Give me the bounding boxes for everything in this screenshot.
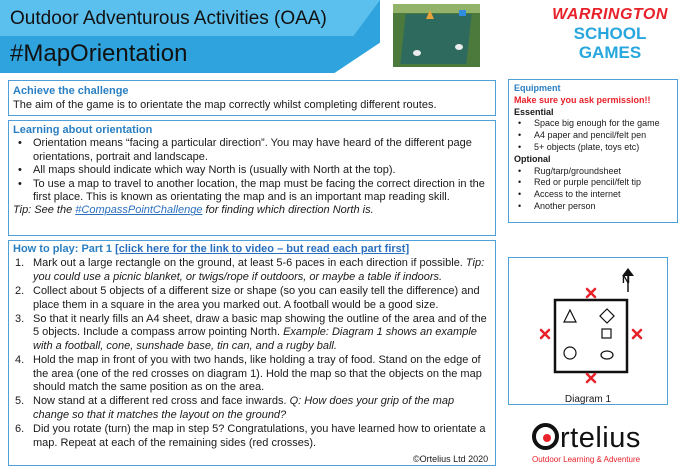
step-item (13, 423, 491, 450)
diagram-1 (508, 257, 668, 405)
learning-list (13, 137, 491, 204)
diagram-drawing (509, 258, 669, 406)
step-number: 1. (15, 257, 25, 270)
essential-label: Essential (514, 106, 554, 117)
list-item: • Another person (514, 201, 672, 213)
step-text: Did you rotate (turn) the map in step 5? Congratulations, you have learned how to orientate a map. Repeat at each of the remaining sides (red crosses). (33, 423, 486, 449)
ortelius-wordmark (532, 423, 682, 454)
photo-object (459, 10, 466, 16)
play-area-photo (393, 4, 480, 67)
step-number: 2. (15, 285, 25, 298)
step-text: Mark out a large rectangle on the ground, at least 5-6 paces in each direction if possible. (33, 257, 466, 270)
photo-cone (426, 10, 434, 19)
how-to-play-section (8, 240, 496, 466)
step-item (13, 313, 491, 353)
step-text: Now stand at a different red cross and face inwards. (33, 395, 290, 408)
logo-line-games: GAMES (578, 43, 642, 62)
step-number: 3. (15, 313, 25, 326)
optional-label: Optional (514, 153, 551, 164)
list-item: • Space big enough for the game (514, 118, 672, 130)
list-item: • Red or purple pencil/felt tip (514, 177, 672, 189)
permission-warning: Make sure you ask permission!! (514, 94, 651, 105)
list-item: • To use a map to travel to another location, the map must be facing the correct direction in the first place. This is known as orientating the map and is an important map reading skill. (13, 178, 491, 205)
learning-section (8, 120, 496, 236)
logo-line-warrington: WARRINGTON (552, 6, 668, 23)
optional-list (514, 166, 672, 213)
howto-heading: How to play: Part 1 (13, 243, 113, 255)
ortelius-name: rtelius (560, 422, 641, 454)
photo-groundsheet (400, 14, 471, 64)
learning-tip (13, 204, 491, 217)
step-text: So that it nearly fills an A4 sheet, draw a basic map showing the outline of the area and of the 5 objects. Include a compass arrow pointing North. (33, 313, 487, 339)
list-item: • Orientation means “facing a particular direction”. You may have heard of the different page orientations, portrait and landscape. (13, 137, 491, 164)
step-example: Example: Diagram 1 shows an example with a football, cone, sunshade base, tin can, and a rugby ball. (33, 326, 477, 352)
list-item: • 5+ objects (plate, toys etc) (514, 142, 672, 154)
page-hashtag: #MapOrientation (10, 40, 188, 67)
ortelius-tagline: Outdoor Learning & Adventure (532, 455, 641, 464)
map-area-outline (555, 300, 627, 372)
howto-header (13, 243, 491, 256)
step-number: 5. (15, 395, 25, 408)
warrington-school-games-logo (549, 6, 671, 68)
step-tip: Tip: you could use a picnic blanket, or twigs/rope if outdoors, or maybe a table if indoors. (33, 257, 485, 283)
equipment-section (508, 79, 678, 223)
challenge-heading: Achieve the challenge (13, 85, 129, 97)
tip-suffix: for finding which direction North is. (202, 204, 374, 217)
tip-prefix: Tip: See the (13, 204, 76, 217)
video-link[interactable]: [click here for the link to video – but read each part first] (115, 243, 410, 255)
challenge-section (8, 80, 496, 116)
step-text: Hold the map in front of you with two hands, like holding a tray of food. Stand on the edge of the area (one of the red crosses on diagram 1). Hold the map so that the objects on the map should match the same position as on the area. (33, 354, 482, 394)
photo-ball (413, 50, 421, 56)
step-item (13, 395, 491, 422)
diagram-caption: Diagram 1 (564, 394, 612, 405)
header-banner (0, 0, 380, 73)
cross-bottom (587, 374, 595, 382)
list-item: • Access to the internet (514, 189, 672, 201)
rugby-ball-symbol (601, 351, 613, 359)
tin-can-symbol (602, 329, 611, 338)
list-item: • A4 paper and pencil/felt pen (514, 130, 672, 142)
football-symbol (564, 347, 576, 359)
cross-top (587, 289, 595, 297)
cross-left (541, 330, 549, 338)
essential-list (514, 118, 672, 153)
step-question: Q: How does your grip of the map change so that it matches the layout on the ground? (33, 395, 455, 421)
step-item (13, 257, 491, 284)
page-title: Outdoor Adventurous Activities (OAA) (10, 8, 327, 29)
step-text: Collect about 5 objects of a different size or shape (so you can easily tell the difference) and place them in a square in the area you marked out. A football would be a good size. (33, 285, 480, 311)
list-item: • All maps should indicate which way North is (usually with North at the top). (13, 164, 491, 177)
copyright: ©Ortelius Ltd 2020 (413, 454, 489, 464)
step-item (13, 354, 491, 394)
north-label: N (622, 274, 630, 286)
cone-symbol (564, 310, 576, 322)
equipment-heading: Equipment (514, 83, 561, 93)
step-number: 4. (15, 354, 25, 367)
sunshade-base-symbol (600, 309, 614, 323)
compass-challenge-link[interactable]: #CompassPointChallenge (75, 204, 203, 217)
logo-line-school: SCHOOL (573, 24, 647, 43)
ortelius-logo (532, 423, 682, 469)
challenge-text: The aim of the game is to orientate the map correctly whilst completing different routes. (13, 99, 437, 111)
steps-list (13, 257, 491, 450)
step-number: 6. (15, 423, 25, 436)
list-item: • Rug/tarp/groundsheet (514, 166, 672, 178)
learning-heading: Learning about orientation (13, 124, 153, 136)
photo-ball (455, 44, 463, 50)
step-item (13, 285, 491, 312)
cross-right (633, 330, 641, 338)
ortelius-o-icon (532, 423, 559, 450)
